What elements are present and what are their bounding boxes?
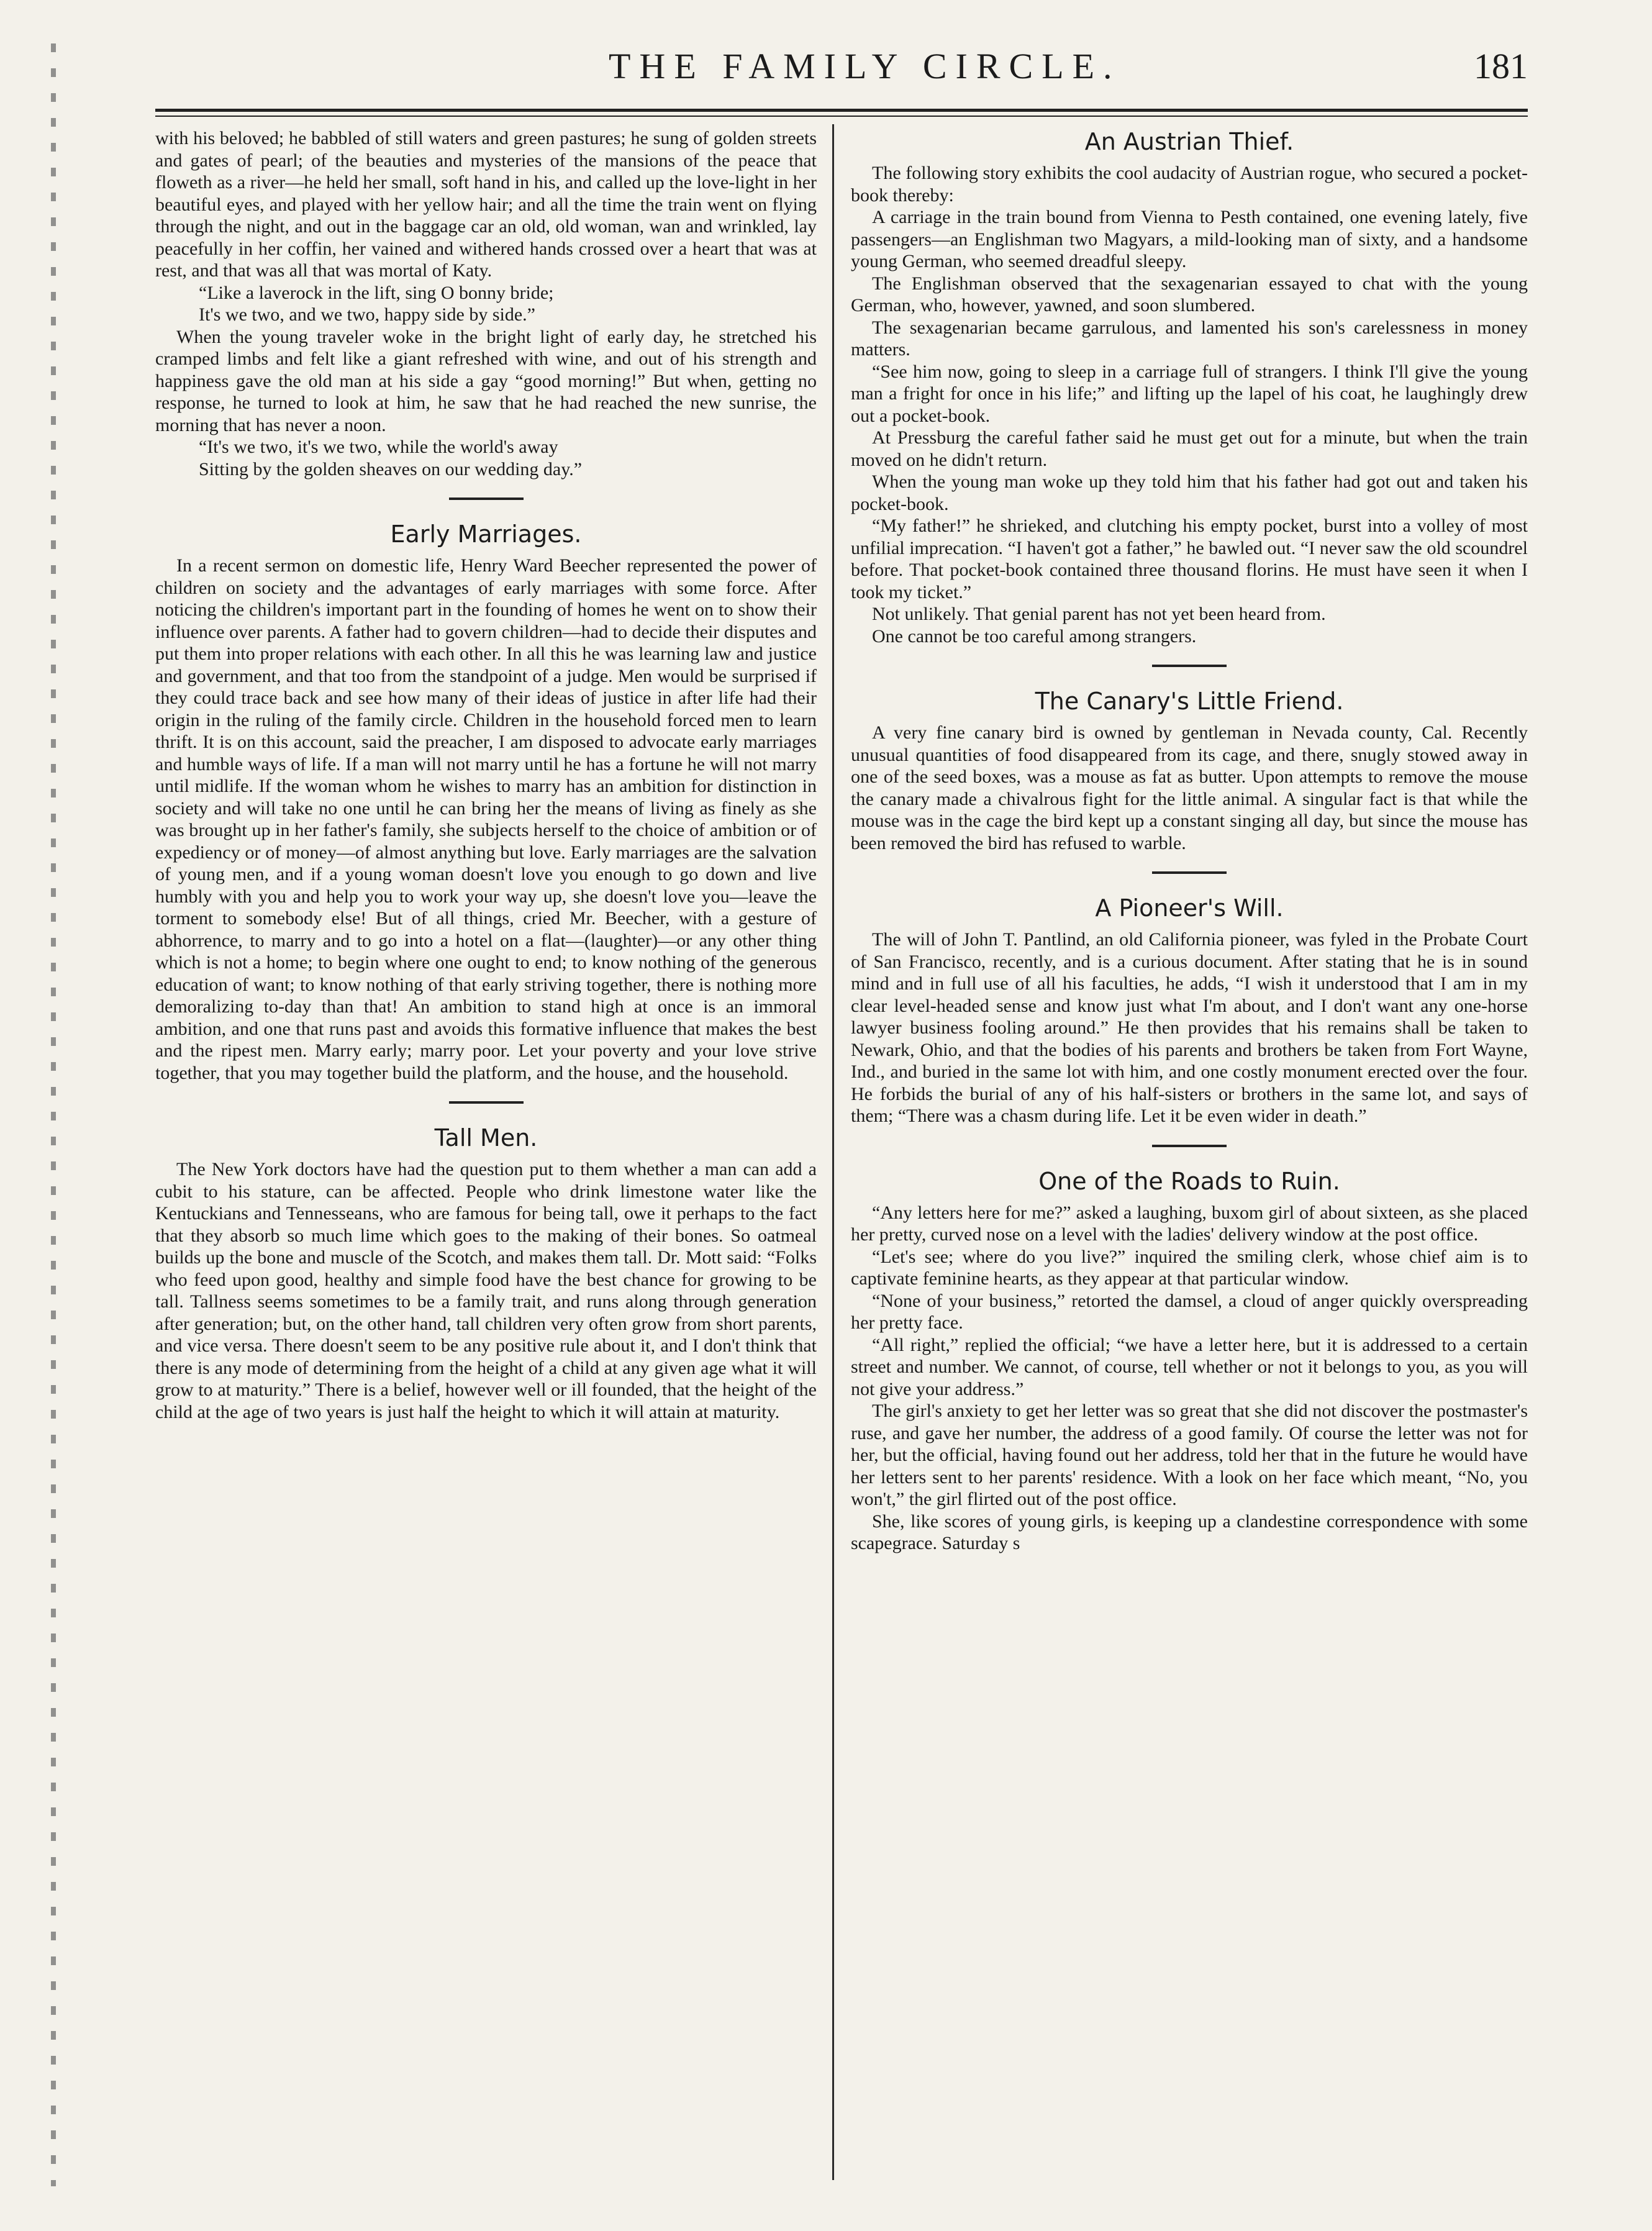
verse-line: Sitting by the golden sheaves on our wedding day.”	[199, 458, 583, 479]
article-body-canary: A very fine canary bird is owned by gentleman in Nevada county, Cal. Recently unusual quantities of food disappeared from its cage, and there, snugly stowed away in one of the seed boxes, was a mouse as fat as butter. Upon attempts to remove the mouse the canary made a chivalrous fight for the little animal. A singular fact is that while the mouse was in the cage the bird kept up a constant singing all day, but since the mouse has been removed the bird has refused to warble.	[851, 722, 1528, 853]
katy-story-continued: with his beloved; he babbled of still waters and green pastures; he sung of golden streets and gates of pearl; of the beauties and mysteries of the mansions of the peace that floweth as a river—he held her small, soft hand in his, and called up the love-light in her beautiful eyes, and played with her yellow hair; and all the time the train went on flying through the night, and out in the baggage car an old, old woman, wan and wrinkled, lay peacefully in her coffin, her vained and withered hands crossed over a heart that was at rest, and that was all that was mortal of Katy.	[155, 128, 817, 281]
roads-to-ruin-paragraph: The girl's anxiety to get her letter was so great that she did not discover the postmaster's ruse, and gave her number, the address of a good family. Of course the letter was not for her, but the official, having found out her address, told her that in the future he would have her letters sent to her parents' residence. With a look on her face which meant, “No, you won't,” the girl flirted out of the post office.	[851, 1401, 1528, 1509]
austrian-thief-paragraph: One cannot be too careful among strangers.	[872, 625, 1197, 647]
article-title-tall-men: Tall Men.	[434, 1124, 538, 1152]
roads-to-ruin-paragraph: “All right,” replied the official; “we have a letter here, but it is addressed to a certain street and number. We cannot, of course, tell whether or not it belongs to you, as you will not give your address.”	[851, 1334, 1528, 1399]
katy-story-paragraph: When the young traveler woke in the bright light of early day, he stretched his cramped limbs and felt like a giant refreshed with wine, and out of his strength and happiness gave the old man at his side a gay “good morning!” But when, getting no response, he turned to look at him, he saw that he had reached the new sunrise, the morning that has never a noon.	[155, 326, 817, 435]
roads-to-ruin-paragraph: “Any letters here for me?” asked a laughing, buxom girl of about sixteen, as she placed her pretty, curved nose on a level with the ladies' delivery window at the post office.	[851, 1202, 1528, 1245]
page-number: 181	[1474, 46, 1528, 86]
article-body-early-marriages: In a recent sermon on domestic life, Henry Ward Beecher represented the power of children on society and the advantages of early marriages with some force. After noticing the children's important part in the founding of homes he went on to show their influence over parents. A father had to govern children—had to decide their disputes and put them into proper relations with each other. In all this he was learning law and justice and government, and that too from the standpoint of a judge. Men would be surprised if they could trace back and see how many of their ideas of justice in after life had their origin in the ruling of the family circle. Children in the household forced men to learn thrift. It is on this account, said the preacher, I am disposed to advocate early marriages and humble ways of life. If a man will not marry until he has a fortune he will not marry until midlife. If the woman whom he wishes to marry has an ambition for distinction in society and will take no one until he can bring her the means of living as finely as she was brought up in her father's family, she subjects herself to the choice of ambition or of expediency or of money—of almost anything but love. Early marriages are the salvation of young men, and if a young woman doesn't love you enough to go down and live humbly with you and help you to work your way up, she doesn't love you—leave the torment to somebody else! But of all things, cried Mr. Beecher, with a gesture of abhorrence, to marry and to go into a hotel on a flat—(laughter)—or any other thing which is not a home; to begin where one ought to end; to know nothing of the generous education of want; to know nothing of that early striving together, there is nothing more demoralizing to-day than that! An ambition to stand high at once is an immoral ambition, and one that runs past and avoids this formative influence that makes the best and the ripest men. Marry early; marry poor. Let your poverty and your love strive together, that you may together build the platform, and the house, and the household.	[155, 555, 817, 1083]
austrian-thief-paragraph: The Englishman observed that the sexagenarian essayed to chat with the young German, who, however, yawned, and soon slumbered.	[851, 273, 1528, 316]
article-title-pioneer: A Pioneer's Will.	[1095, 894, 1284, 922]
austrian-thief-paragraph: “My father!” he shrieked, and clutching his empty pocket, burst into a volley of most unfilial imprecation. “I haven't got a father,” he bawled out. “I never saw the old scoundrel before. That pocket-book contained three thousand florins. He must have seen it when I took my ticket.”	[851, 516, 1528, 602]
article-body-tall-men: The New York doctors have had the question put to them whether a man can add a cubit to his stature, can be affected. People who drink limestone water like the Kentuckians and Tennesseans, who are famous for being tall, owe it perhaps to the fact that they absorb so much lime which goes to the making of their bones. So oatmeal builds up the bone and muscle of the Scotch, and makes them tall. Dr. Mott said: “Folks who feed upon good, healthy and simple food have the best chance for growing to be tall. Tallness seems sometimes to be a family trait, and runs along through generation after generation; but, on the other hand, tall children very often grow from short parents, and vice versa. There doesn't seem to be any positive rule about it, and I don't think that there is any mode of determining from the height of a child at any given age what it will grow to at maturity.” There is a belief, however well or ill founded, that the height of the child at the age of two years is just half the height to which it will attain at maturity.	[155, 1159, 817, 1422]
header-rule-thin	[155, 116, 1528, 117]
article-title-canary: The Canary's Little Friend.	[1035, 688, 1344, 715]
left-column	[155, 127, 817, 1423]
austrian-thief-paragraph: A carriage in the train bound from Vienna to Pesth contained, one evening lately, five passengers—an Englishman two Magyars, a mild-looking man of sixty, and a handsome young German, who seemed dreadful sleepy.	[851, 207, 1528, 271]
verse-line: “It's we two, it's we two, while the world's away	[199, 437, 558, 457]
austrian-thief-paragraph: At Pressburg the careful father said he must get out for a minute, but when the train moved on he didn't return.	[851, 427, 1528, 470]
right-column	[851, 127, 1528, 1555]
article-title-early-marriages: Early Marriages.	[390, 520, 582, 548]
article-title-austrian-thief: An Austrian Thief.	[1084, 128, 1294, 155]
austrian-thief-paragraph: “See him now, going to sleep in a carriage full of strangers. I think I'll give the young man a fright for once in his life;” and lifting up the lapel of his coat, he laughingly drew out a pocket-book.	[851, 361, 1528, 426]
verse-line: It's we two, and we two, happy side by side.”	[199, 304, 535, 325]
section-separator	[1152, 871, 1227, 874]
page-header	[155, 34, 1528, 102]
section-separator	[1152, 1145, 1227, 1147]
margin-scratches	[51, 43, 56, 2186]
header-rule	[155, 109, 1528, 112]
verse-line: “Like a laverock in the lift, sing O bonny bride;	[199, 282, 554, 303]
verse-two	[155, 436, 817, 480]
austrian-thief-paragraph: The following story exhibits the cool audacity of Austrian rogue, who secured a pocket-book thereby:	[851, 163, 1528, 206]
verse-one	[155, 282, 817, 326]
article-body-pioneer: The will of John T. Pantlind, an old California pioneer, was fyled in the Probate Court of San Francisco, recently, and is a curious document. After stating that he is in sound mind and in full use of all his faculties, he adds, “I wish it understood that I am in my clear level-headed sense and know just what I'm about, and I don't want any one-horse lawyer business fooling around.” He then provides that his remains shall be taken to Newark, Ohio, and that the bodies of his parents and brothers be taken from Fort Wayne, Ind., and buried in the same lot with him, and one costly monument erected over the four. He forbids the burial of any of his half-sisters or brothers in the same lot, and says of them; “There was a chasm during life. Let it be even wider in death.”	[851, 929, 1528, 1126]
roads-to-ruin-paragraph: “Let's see; where do you live?” inquired the smiling clerk, whose chief aim is to captivate feminine hearts, as they appear at that particular window.	[851, 1246, 1528, 1289]
publication-title: THE FAMILY CIRCLE.	[609, 46, 1121, 86]
section-separator	[449, 1101, 524, 1104]
roads-to-ruin-paragraph: She, like scores of young girls, is keeping up a clandestine correspondence with some scapegrace. Saturday s	[851, 1511, 1528, 1553]
austrian-thief-paragraph: When the young man woke up they told him that his father had got out and taken his pocket-book.	[851, 471, 1528, 514]
section-separator	[449, 498, 524, 500]
austrian-thief-paragraph: Not unlikely. That genial parent has not yet been heard from.	[872, 604, 1326, 624]
article-title-roads-to-ruin: One of the Roads to Ruin.	[1038, 1167, 1340, 1195]
section-separator	[1152, 665, 1227, 667]
column-divider	[832, 124, 834, 2180]
austrian-thief-paragraph: The sexagenarian became garrulous, and lamented his son's carelessness in money matters.	[851, 317, 1528, 360]
roads-to-ruin-paragraph: “None of your business,” retorted the damsel, a cloud of anger quickly overspreading her pretty face.	[851, 1290, 1528, 1333]
